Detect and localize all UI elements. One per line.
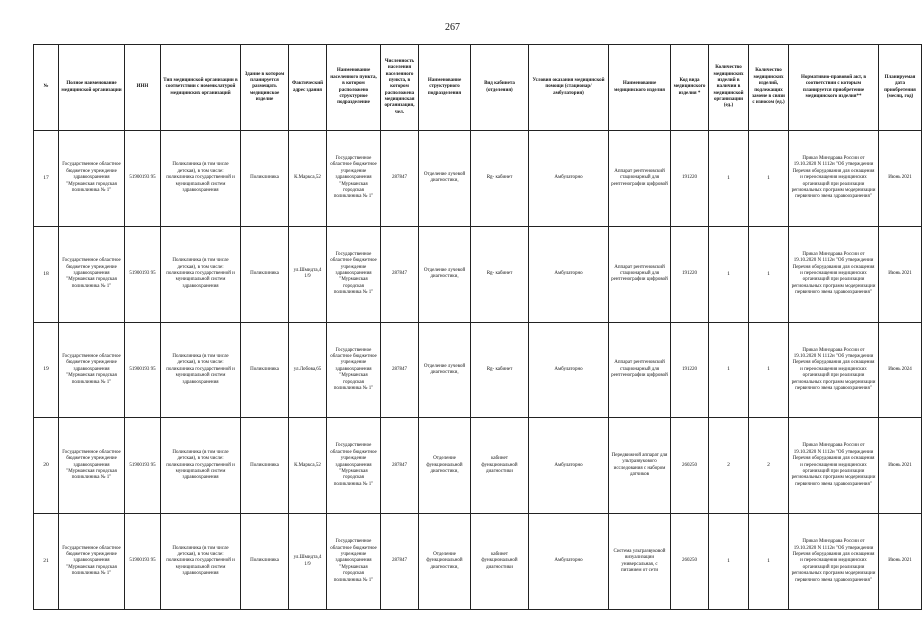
conditions-cell: Амбулаторно	[529, 226, 609, 322]
row-number: 21	[34, 514, 59, 610]
device-code-cell: 191220	[671, 226, 709, 322]
law-cell: Приказ Минздрава России от 19.10.2020 N 1112н "Об утверждении Перечня оборудования для оснащения и переоснащения медицинских организаций при реализации региональных программ модернизации первичного звена здравоохранения"	[789, 131, 879, 227]
table-header-row	[34, 45, 922, 131]
cabinet-cell: Rg- кабинет	[471, 226, 529, 322]
locality-cell: Государственное областное бюджетное учреждение здравоохранения "Мурманская городская поликлиника № 1"	[327, 226, 381, 322]
org-type-cell: Поликлиника (в том числе детская), в том числе: поликлиника государственной и муниципальной систем здравоохранения	[161, 514, 241, 610]
address-cell: ул.Шмидта,4 1/9	[289, 514, 327, 610]
column-header: Наименование медицинского изделия	[609, 45, 671, 131]
table-row	[34, 226, 922, 322]
law-cell: Приказ Минздрава России от 19.10.2020 N 1112н "Об утверждении Перечня оборудования для оснащения и переоснащения медицинских организаций при реализации региональных программ модернизации первичного звена здравоохранения"	[789, 226, 879, 322]
conditions-cell: Амбулаторно	[529, 131, 609, 227]
column-header: Численность населения населенного пункта, в котором расположена медицинская организация, чел.	[381, 45, 419, 131]
cabinet-cell: кабинет функциональной диагностики	[471, 418, 529, 514]
org-type-cell: Поликлиника (в том числе детская), в том числе: поликлиника государственной и муниципальной систем здравоохранения	[161, 226, 241, 322]
column-header: Количество медицинских изделий в наличии в медицинской организации (ед.)	[709, 45, 749, 131]
page-number: 267	[445, 22, 460, 33]
column-header: Код вида медицинского изделия *	[671, 45, 709, 131]
law-cell: Приказ Минздрава России от 19.10.2020 N 1112н "Об утверждении Перечня оборудования для оснащения и переоснащения медицинских организаций при реализации региональных программ модернизации первичного звена здравоохранения"	[789, 322, 879, 418]
conditions-cell: Амбулаторно	[529, 514, 609, 610]
column-header: Полное наименование медицинской организации	[59, 45, 125, 131]
division-cell: Отделение функциональной диагностики,	[419, 514, 471, 610]
device-code-cell: 191220	[671, 322, 709, 418]
qty-have-cell: 1	[709, 322, 749, 418]
building-cell: Поликлиника	[241, 322, 289, 418]
column-header: Здание в котором планируется размещать медицинское изделие	[241, 45, 289, 131]
address-cell: К.Маркса,52	[289, 418, 327, 514]
table-row	[34, 514, 922, 610]
division-cell: Отделение лучевой диагностики,	[419, 322, 471, 418]
cabinet-cell: Rg- кабинет	[471, 322, 529, 418]
qty-have-cell: 2	[709, 418, 749, 514]
device-cell: Аппарат рентгеновский стационарный для рентгенографии цифровой	[609, 226, 671, 322]
address-cell: К.Маркса,52	[289, 131, 327, 227]
row-number: 20	[34, 418, 59, 514]
org-type-cell: Поликлиника (в том числе детская), в том числе: поликлиника государственной и муниципальной систем здравоохранения	[161, 131, 241, 227]
device-cell: Аппарат рентгеновский стационарный для рентгенографии цифровой	[609, 322, 671, 418]
column-header: Наименование структурного подразделения	[419, 45, 471, 131]
inn-cell: 51900193 95	[125, 322, 161, 418]
column-header: Условия оказания медицинской помощи (стационар/амбулатория)	[529, 45, 609, 131]
division-cell: Отделение лучевой диагностики,	[419, 226, 471, 322]
cabinet-cell: Rg- кабинет	[471, 131, 529, 227]
device-cell: Система ультразвуковой визуализации универсальная, с питанием от сети	[609, 514, 671, 610]
qty-have-cell: 1	[709, 226, 749, 322]
date-cell: Июнь 2021	[879, 514, 922, 610]
date-cell: Июнь 2021	[879, 226, 922, 322]
conditions-cell: Амбулаторно	[529, 418, 609, 514]
device-code-cell: 260250	[671, 418, 709, 514]
device-code-cell: 191220	[671, 131, 709, 227]
population-cell: 287847	[381, 322, 419, 418]
qty-replace-cell: 2	[749, 418, 789, 514]
device-cell: Передвижной аппарат для ультразвукового исследования с набором датчиков	[609, 418, 671, 514]
column-header: №	[34, 45, 59, 131]
equipment-table	[33, 44, 922, 610]
org-name-cell: Государственное областное бюджетное учреждение здравоохранения "Мурманская городская поликлиника № 1"	[59, 322, 125, 418]
address-cell: ул.Шмидта,4 1/9	[289, 226, 327, 322]
row-number: 19	[34, 322, 59, 418]
qty-have-cell: 1	[709, 514, 749, 610]
inn-cell: 51900193 95	[125, 131, 161, 227]
date-cell: Июнь 2021	[879, 418, 922, 514]
qty-replace-cell: 1	[749, 131, 789, 227]
org-type-cell: Поликлиника (в том числе детская), в том числе: поликлиника государственной и муниципальной систем здравоохранения	[161, 322, 241, 418]
row-number: 17	[34, 131, 59, 227]
building-cell: Поликлиника	[241, 131, 289, 227]
cabinet-cell: кабинет функциональной диагностики	[471, 514, 529, 610]
inn-cell: 51900193 95	[125, 418, 161, 514]
qty-replace-cell: 1	[749, 322, 789, 418]
org-name-cell: Государственное областное бюджетное учреждение здравоохранения "Мурманская городская поликлиника № 1"	[59, 226, 125, 322]
division-cell: Отделение лучевой диагностики,	[419, 131, 471, 227]
population-cell: 287847	[381, 226, 419, 322]
device-cell: Аппарат рентгеновский стационарный для рентгенографии цифровой	[609, 131, 671, 227]
building-cell: Поликлиника	[241, 226, 289, 322]
law-cell: Приказ Минздрава России от 19.10.2020 N 1112н "Об утверждении Перечня оборудования для оснащения и переоснащения медицинских организаций при реализации региональных программ модернизации первичного звена здравоохранения"	[789, 418, 879, 514]
column-header: Вид кабинета (отделения)	[471, 45, 529, 131]
org-type-cell: Поликлиника (в том числе детская), в том числе: поликлиника государственной и муниципальной систем здравоохранения	[161, 418, 241, 514]
inn-cell: 51900193 95	[125, 226, 161, 322]
qty-replace-cell: 1	[749, 226, 789, 322]
column-header: Планируемая дата приобретения (месяц, год)	[879, 45, 922, 131]
conditions-cell: Амбулаторно	[529, 322, 609, 418]
org-name-cell: Государственное областное бюджетное учреждение здравоохранения "Мурманская городская поликлиника № 1"	[59, 514, 125, 610]
locality-cell: Государственное областное бюджетное учреждение здравоохранения "Мурманская городская поликлиника № 1"	[327, 131, 381, 227]
column-header: ИНН	[125, 45, 161, 131]
device-code-cell: 260250	[671, 514, 709, 610]
division-cell: Отделение функциональной диагностики,	[419, 418, 471, 514]
date-cell: Июнь 2021	[879, 131, 922, 227]
building-cell: Поликлиника	[241, 418, 289, 514]
locality-cell: Государственное областное бюджетное учреждение здравоохранения "Мурманская городская поликлиника № 1"	[327, 514, 381, 610]
column-header: Количество медицинских изделий, подлежащих замене в связи с износом (ед.)	[749, 45, 789, 131]
org-name-cell: Государственное областное бюджетное учреждение здравоохранения "Мурманская городская поликлиника № 1"	[59, 131, 125, 227]
law-cell: Приказ Минздрава России от 19.10.2020 N 1112н "Об утверждении Перечня оборудования для оснащения и переоснащения медицинских организаций при реализации региональных программ модернизации первичного звена здравоохранения"	[789, 514, 879, 610]
qty-have-cell: 1	[709, 131, 749, 227]
building-cell: Поликлиника	[241, 514, 289, 610]
table-row	[34, 131, 922, 227]
column-header: Тип медицинской организации в соответствии с номенклатурой медицинских организаций	[161, 45, 241, 131]
locality-cell: Государственное областное бюджетное учреждение здравоохранения "Мурманская городская поликлиника № 1"	[327, 322, 381, 418]
org-name-cell: Государственное областное бюджетное учреждение здравоохранения "Мурманская городская поликлиника № 1"	[59, 418, 125, 514]
table-row	[34, 418, 922, 514]
column-header: Фактический адрес здания	[289, 45, 327, 131]
population-cell: 287847	[381, 131, 419, 227]
population-cell: 287847	[381, 514, 419, 610]
population-cell: 287847	[381, 418, 419, 514]
date-cell: Июнь 2024	[879, 322, 922, 418]
qty-replace-cell: 1	[749, 514, 789, 610]
row-number: 18	[34, 226, 59, 322]
inn-cell: 51900193 95	[125, 514, 161, 610]
column-header: Нормативно-правовой акт, в соответствии с которым планируется приобретение медицинского изделия**	[789, 45, 879, 131]
address-cell: ул.Лобова,65	[289, 322, 327, 418]
locality-cell: Государственное областное бюджетное учреждение здравоохранения "Мурманская городская поликлиника № 1"	[327, 418, 381, 514]
column-header: Наименование населенного пункта, в котором расположено структурное подразделение	[327, 45, 381, 131]
table-row	[34, 322, 922, 418]
